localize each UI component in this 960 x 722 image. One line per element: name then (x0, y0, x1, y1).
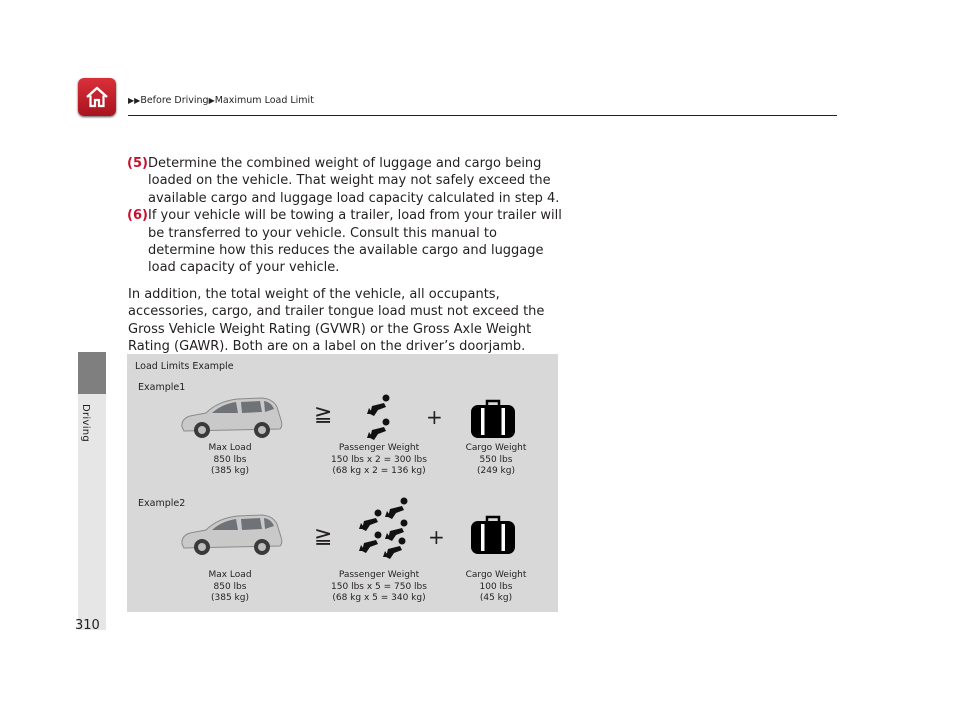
greater-or-equal-symbol: ≧ (314, 402, 333, 427)
caption-line: (68 kg x 5 = 340 kg) (332, 593, 426, 603)
breadcrumb-arrow-icon: ▶ (208, 96, 215, 105)
suitcase-icon (470, 399, 516, 439)
caption-line: Cargo Weight (465, 443, 527, 453)
suitcase-icon (470, 515, 516, 555)
caption-line: 850 lbs (213, 454, 247, 465)
example-label: Example1 (138, 382, 186, 393)
step-text: Determine the combined weight of luggage and cargo being loaded on the vehicle. That weight may not safely exceed the available cargo and luggage load capacity calculated in step 4. (148, 156, 560, 206)
caption-line: Cargo Weight (465, 570, 527, 580)
body-paragraph: In addition, the total weight of the vehicle, all occupants, accessories, cargo, and trailer tongue load must not exceed the Gross Vehicle Weight Rating (GVWR) or the Gross Axle Weight Rating (GAWR). Both are on a label on the driver’s doorjamb. (128, 287, 545, 355)
caption-line: (45 kg) (479, 593, 513, 603)
caption-line: Passenger Weight (338, 443, 420, 453)
header-rule (128, 115, 837, 116)
max-load-caption (190, 443, 270, 478)
breadcrumb-current[interactable]: Maximum Load Limit (214, 95, 314, 106)
caption-line: Max Load (208, 443, 252, 453)
step-list (127, 155, 567, 277)
step-item (127, 155, 567, 207)
caption-line: Max Load (208, 570, 252, 580)
example-label: Example2 (138, 498, 186, 509)
caption-line: 550 lbs (479, 454, 513, 465)
step-item (127, 207, 567, 277)
caption-line: (385 kg) (211, 466, 249, 476)
step-number: (5) (127, 156, 148, 171)
home-button[interactable] (78, 78, 116, 116)
step-number: (6) (127, 208, 148, 224)
caption-line: (249 kg) (477, 466, 515, 476)
step-text: If your vehicle will be towing a trailer, load from your trailer will be transferred to your vehicle. Consult this manual to determine how this reduces the available cargo and luggage load capacity of your vehicle. (148, 208, 562, 276)
caption-line: 850 lbs (213, 581, 247, 592)
caption-line: 100 lbs (479, 581, 513, 592)
caption-line: (68 kg x 2 = 136 kg) (332, 466, 426, 476)
passenger-icon (364, 394, 394, 442)
breadcrumb-link-before-driving[interactable]: Before Driving (140, 95, 209, 106)
greater-or-equal-symbol: ≧ (314, 524, 333, 549)
passenger-icon (356, 497, 408, 559)
section-tab (78, 352, 106, 394)
breadcrumb (128, 95, 314, 106)
caption-line: 150 lbs x 2 = 300 lbs (331, 454, 427, 465)
cargo-weight-caption (456, 443, 536, 478)
page-number: 310 (75, 618, 100, 633)
cargo-weight-caption (456, 570, 536, 605)
plus-symbol: + (426, 405, 443, 429)
figure-title: Load Limits Example (135, 361, 234, 372)
car-icon (176, 393, 288, 443)
home-icon (83, 83, 111, 111)
caption-line: 150 lbs x 5 = 750 lbs (331, 581, 427, 592)
section-label[interactable]: Driving (80, 404, 91, 443)
plus-symbol: + (428, 525, 445, 549)
passenger-weight-caption (316, 570, 442, 605)
passenger-weight-caption (316, 443, 442, 478)
car-icon (176, 510, 288, 560)
breadcrumb-arrow-icon: ▶▶ (128, 96, 141, 105)
caption-line: Passenger Weight (338, 570, 420, 580)
caption-line: (385 kg) (211, 593, 249, 603)
max-load-caption (190, 570, 270, 605)
